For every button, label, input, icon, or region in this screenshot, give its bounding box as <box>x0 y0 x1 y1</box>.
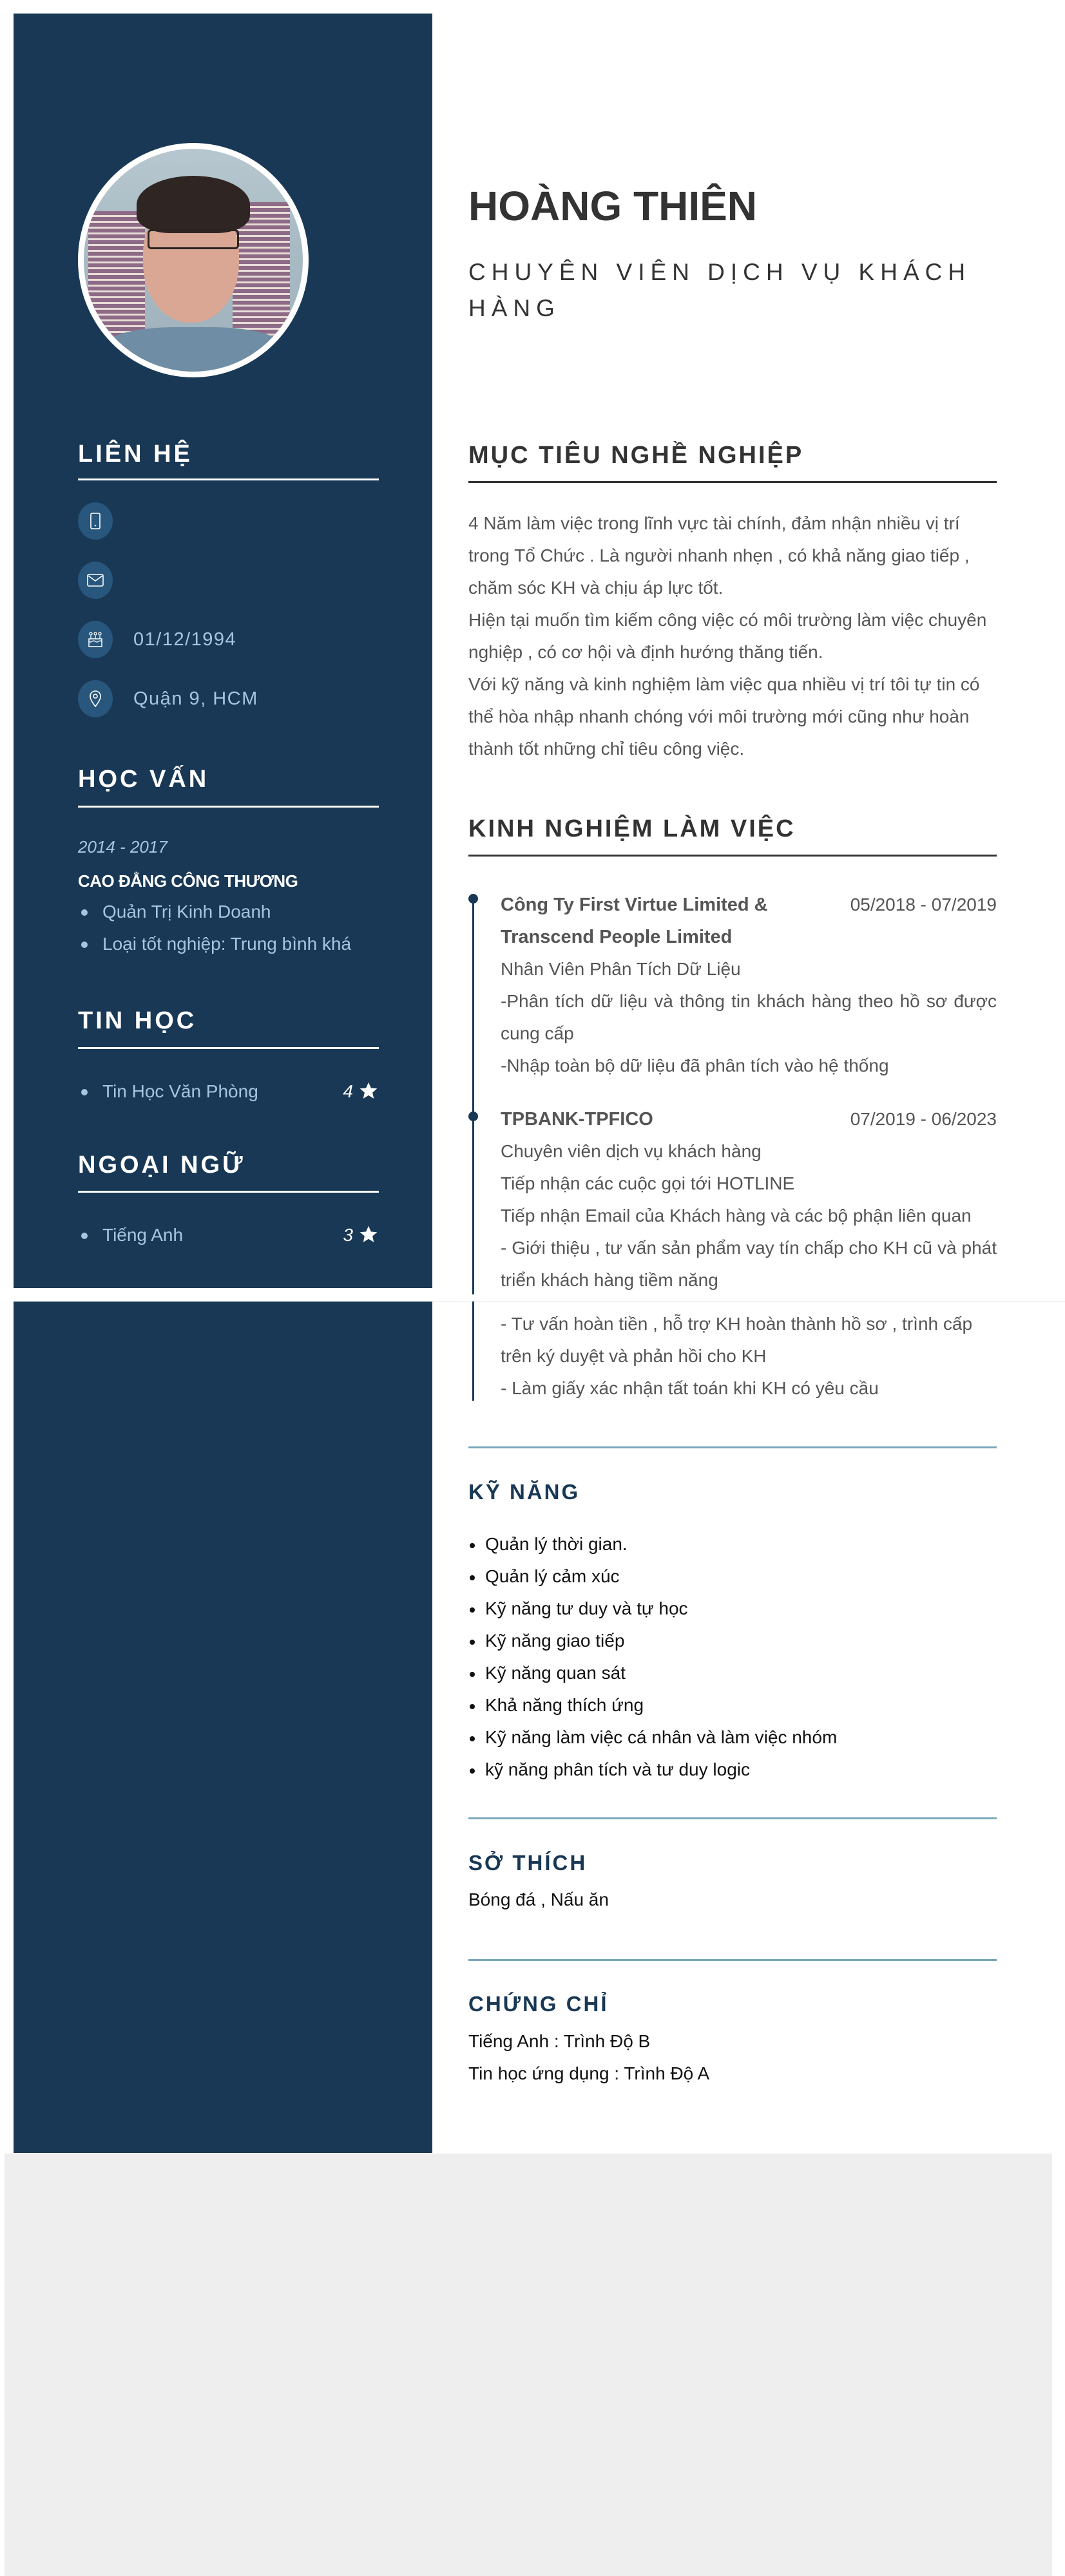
job-task: - Tư vấn hoàn tiền , hỗ trợ KH hoàn thành hồ sơ , trình cấp trên ký duyệt và phản hồi cho KH <box>501 1314 973 1366</box>
education-school: CAO ĐẲNG CÔNG THƯƠNG <box>78 871 298 891</box>
skill-item: Quản lý cảm xúc <box>468 1560 837 1593</box>
location-value: Quận 9, HCM <box>133 688 258 709</box>
skills-divider <box>468 1446 997 1448</box>
timeline-dot <box>468 894 478 904</box>
birthday-cake-icon <box>78 621 113 658</box>
experience-divider <box>468 855 997 857</box>
email-icon <box>78 562 113 599</box>
skill-item: Khả năng thích ứng <box>468 1689 837 1721</box>
job-company: Công Ty First Virtue Limited & Transcend People Limited <box>501 895 768 947</box>
bullet-dot <box>81 1089 88 1095</box>
timeline-line-continued <box>472 1302 474 1401</box>
education-divider <box>78 806 379 808</box>
contact-email <box>78 562 133 599</box>
avatar-photo <box>84 149 303 372</box>
contact-location <box>78 680 258 717</box>
photo-hair <box>137 176 251 234</box>
job-dates: 07/2019 - 06/2023 <box>850 1109 997 1129</box>
bullet-dot <box>81 1233 88 1239</box>
job-entry-2 <box>501 1103 997 1296</box>
skill-item: Kỹ năng làm việc cá nhân và làm việc nhóm <box>468 1721 837 1754</box>
skill-item: kỹ năng phân tích và tư duy logic <box>468 1754 837 1786</box>
languages-heading: NGOẠI NGỮ <box>78 1151 245 1179</box>
language-score: 3 <box>343 1225 353 1245</box>
job-entry-2-continued <box>501 1308 997 1405</box>
location-pin-icon <box>78 680 113 717</box>
job-position: Nhân Viên Phân Tích Dữ Liệu <box>501 959 741 979</box>
candidate-name: HOÀNG THIÊN <box>468 183 757 229</box>
objective-text <box>468 507 997 765</box>
hobbies-text: Bóng đá , Nấu ăn <box>468 1889 609 1909</box>
job-task: - Giới thiệu , tư vấn sản phẩm vay tín chấp cho KH cũ và phát triển khách hàng tiềm năng <box>501 1238 997 1290</box>
language-name: Tiếng Anh <box>102 1225 184 1245</box>
objective-divider <box>468 481 997 483</box>
skills-heading: KỸ NĂNG <box>468 1480 580 1504</box>
job-company: TPBANK-TPFICO <box>501 1109 653 1130</box>
skills-list <box>468 1528 837 1786</box>
it-skill-score: 4 <box>343 1081 353 1101</box>
phone-icon <box>78 502 113 540</box>
education-grade: Loại tốt nghiệp: Trung bình khá <box>78 928 351 960</box>
skill-item: Kỹ năng giao tiếp <box>468 1625 837 1657</box>
objective-heading: MỤC TIÊU NGHỀ NGHIỆP <box>468 442 804 469</box>
certificates-divider <box>468 1959 997 1961</box>
language-item <box>78 1222 379 1248</box>
photo-shirt <box>106 327 281 372</box>
job-dates: 05/2018 - 07/2019 <box>850 895 997 914</box>
star-icon <box>358 1224 379 1245</box>
page-bottom-background <box>5 2154 1052 2576</box>
objective-line-1: 4 Năm làm việc trong lĩnh vực tài chính, đảm nhận nhiều vị trí trong Tổ Chức . Là người nhanh nhẹn , có khả năng giao tiếp , chăm sóc KH và chịu áp lực tốt. <box>468 513 970 598</box>
education-heading: HỌC VẤN <box>78 766 209 793</box>
timeline-line <box>472 898 474 1294</box>
skill-item: Kỹ năng tư duy và tự học <box>468 1593 837 1625</box>
objective-line-3: Với kỹ năng và kinh nghiệm làm việc qua nhiều vị trí tôi tự tin có thể hòa nhập nhanh chóng với môi trường mới cũng như hoàn thành tốt những chỉ tiêu công việc. <box>468 674 980 759</box>
certificate-item: Tiếng Anh : Trình Độ B <box>468 2031 651 2051</box>
it-skills-heading: TIN HỌC <box>78 1007 197 1034</box>
certificates-heading: CHỨNG CHỈ <box>468 1992 609 2016</box>
job-task: -Phân tích dữ liệu và thông tin khách hàng theo hồ sơ được cung cấp <box>501 991 997 1043</box>
skill-item: Quản lý thời gian. <box>468 1528 837 1560</box>
job-entry-1 <box>501 889 997 1082</box>
candidate-job-title: CHUYÊN VIÊN DỊCH VỤ KHÁCH HÀNG <box>468 259 972 321</box>
it-skills-divider <box>78 1047 379 1049</box>
experience-heading: KINH NGHIỆM LÀM VIỆC <box>468 815 796 842</box>
languages-divider <box>78 1191 379 1193</box>
it-skill-item <box>78 1079 379 1104</box>
birthday-value: 01/12/1994 <box>133 629 237 650</box>
timeline-dot <box>468 1112 478 1121</box>
objective-line-2: Hiện tại muốn tìm kiếm công việc có môi trường làm việc chuyên nghiệp , có cơ hội và định hướng thăng tiến. <box>468 610 987 662</box>
education-years: 2014 - 2017 <box>78 837 168 857</box>
skill-item: Kỹ năng quan sát <box>468 1657 837 1689</box>
sidebar-page-2 <box>14 1302 432 2153</box>
page-break-divider <box>432 1301 1065 1302</box>
contact-divider <box>78 478 379 480</box>
avatar <box>78 143 309 377</box>
contact-birthday <box>78 621 236 658</box>
contact-heading: LIÊN HỆ <box>78 440 193 468</box>
education-details <box>78 896 351 960</box>
education-major: Quản Trị Kinh Doanh <box>78 896 351 928</box>
it-skill-name: Tin Học Văn Phòng <box>102 1081 258 1101</box>
job-task: Tiếp nhận các cuộc gọi tới HOTLINE <box>501 1173 795 1193</box>
job-task: Tiếp nhận Email của Khách hàng và các bộ phận liên quan <box>501 1206 972 1226</box>
hobbies-divider <box>468 1817 997 1819</box>
hobbies-heading: SỞ THÍCH <box>468 1851 588 1875</box>
job-task: - Làm giấy xác nhận tất toán khi KH có yêu cầu <box>501 1378 879 1398</box>
contact-phone <box>78 502 133 540</box>
certificate-item: Tin học ứng dụng : Trình Độ A <box>468 2063 710 2083</box>
star-icon <box>358 1081 379 1101</box>
photo-glasses <box>148 229 240 249</box>
job-position: Chuyên viên dịch vụ khách hàng <box>501 1141 762 1161</box>
job-task: -Nhập toàn bộ dữ liệu đã phân tích vào hệ thống <box>501 1056 889 1075</box>
